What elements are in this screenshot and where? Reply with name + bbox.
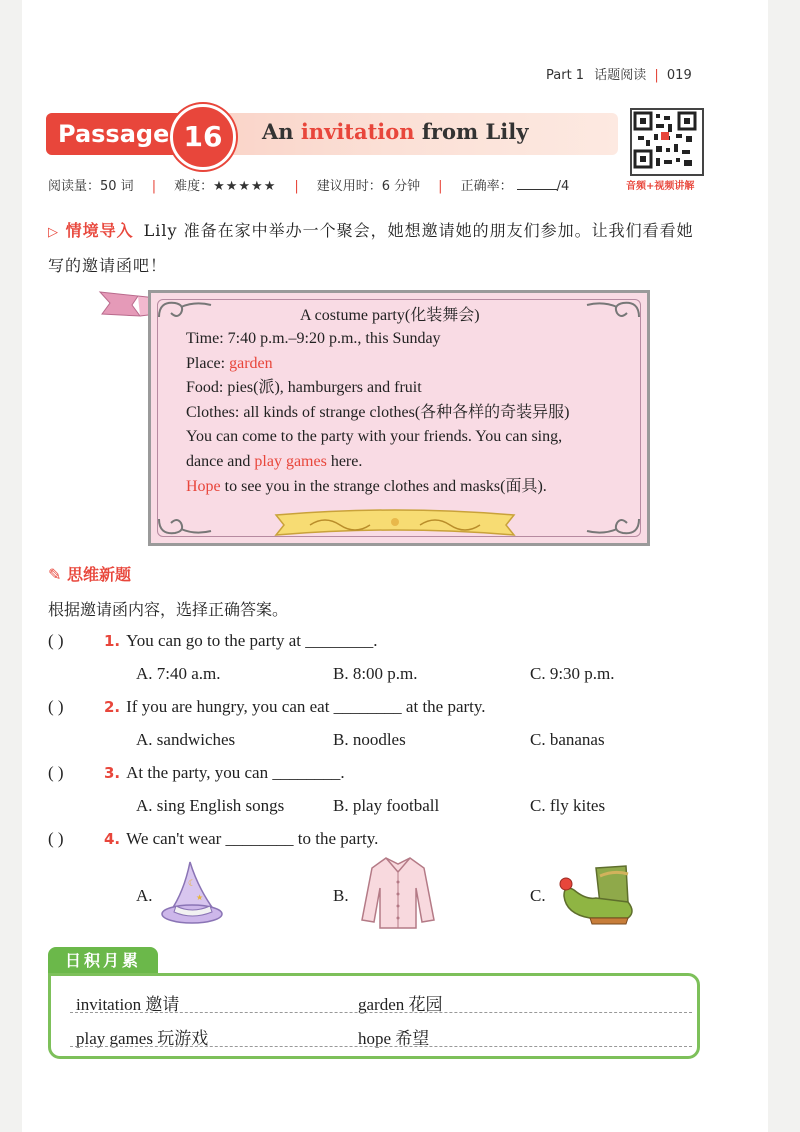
intro-text: Lily 准备在家中举办一个聚会，她想邀请她的朋友们参加。让我们看看她写的邀请函吧！ — [48, 221, 694, 275]
elf-shoe-icon — [556, 862, 640, 928]
scroll-ornament-icon — [155, 297, 215, 327]
svg-text:☾: ☾ — [188, 879, 197, 889]
invitation-line: You can come to the party with your friends. You can sing, — [186, 428, 563, 446]
option-a: A. — [136, 886, 153, 905]
word-count: 阅读量：50 词 — [48, 179, 134, 194]
option-c: C. fly kites — [530, 796, 606, 815]
accuracy-label: 正确率： — [460, 179, 513, 194]
option-c: C. 9:30 p.m. — [530, 664, 615, 683]
option-a: A. sing English songs — [136, 796, 285, 815]
scroll-ornament-icon — [583, 297, 643, 327]
dashed-divider — [70, 1012, 692, 1013]
invitation-time: Time: 7:40 p.m.–9:20 p.m., this Sunday — [186, 330, 441, 347]
blouse-icon — [358, 854, 438, 932]
passage-number: 16 — [170, 104, 236, 170]
vocab-item: hope 希望 — [358, 1029, 430, 1048]
accumulate-heading: 日积月累 — [48, 947, 158, 975]
question-3: ( ) 3. At the party, you can ________. — [48, 763, 345, 782]
passage-label: Passage — [46, 113, 182, 155]
option-c: C. bananas — [530, 730, 605, 749]
difficulty-label: 难度： — [174, 179, 214, 194]
invitation-body — [186, 327, 570, 499]
invitation-food: Food: pies(派), hamburgers and fruit — [186, 379, 422, 397]
page-number: 019 — [666, 68, 692, 83]
section-label: 话题阅读 — [594, 68, 647, 83]
stats-row: 阅读量：50 词 | 难度：★★★★★ | 建议用时：6 分钟 | 正确率： /4 — [48, 179, 570, 194]
option-b: B. noodles — [333, 730, 406, 749]
divider: | — [654, 68, 659, 83]
vocab-item: play games 玩游戏 — [76, 1029, 209, 1048]
answer-blank[interactable]: ( ) — [48, 631, 64, 650]
question-2: ( ) 2. If you are hungry, you can eat ________ at the party. — [48, 697, 486, 716]
question-instruction: 根据邀请函内容，选择正确答案。 — [48, 600, 289, 619]
part-label: Part 1 — [546, 68, 585, 83]
dashed-divider — [70, 1046, 692, 1047]
accuracy-total: /4 — [556, 179, 570, 194]
question-4: ( ) 4. We can't wear ________ to the party. — [48, 829, 379, 848]
passage-title: An invitation from Lily — [262, 119, 529, 144]
play-triangle-icon: ▷ — [48, 225, 59, 240]
answer-blank[interactable]: ( ) — [48, 829, 64, 848]
answer-blank[interactable]: ( ) — [48, 697, 64, 716]
accuracy-blank[interactable] — [517, 177, 557, 190]
answer-blank[interactable]: ( ) — [48, 763, 64, 782]
banner-ribbon-icon — [270, 507, 520, 541]
vocab-item: invitation 邀请 — [76, 995, 180, 1014]
thinking-heading: ✎ 思维新题 — [48, 565, 131, 584]
running-head — [546, 64, 692, 83]
invitation-clothes: Clothes: all kinds of strange clothes(各种各样的奇装异服) — [186, 403, 570, 421]
intro-heading: ▷ 情境导入 — [48, 221, 134, 240]
wizard-hat-icon — [158, 858, 228, 930]
scroll-ornament-icon — [583, 509, 643, 539]
option-b: B. — [333, 886, 349, 905]
option-b: B. play football — [333, 796, 440, 815]
option-b: B. 8:00 p.m. — [333, 664, 418, 683]
suggested-time: 建议用时：6 分钟 — [316, 179, 421, 194]
option-a: A. sandwiches — [136, 730, 236, 749]
difficulty-stars: ★★★★★ — [213, 179, 277, 194]
invitation-line: Hope to see you in the strange clothes and masks(面具). — [186, 477, 547, 495]
invitation-place: Place: garden — [186, 354, 273, 372]
scroll-ornament-icon — [155, 509, 215, 539]
qr-code[interactable] — [630, 108, 704, 176]
question-1: ( ) 1. You can go to the party at ________. — [48, 631, 378, 650]
option-a: A. 7:40 a.m. — [136, 664, 221, 683]
qr-caption: 音频+视频讲解 — [626, 181, 695, 192]
vocab-item: garden 花园 — [358, 995, 443, 1014]
pencil-icon: ✎ — [48, 565, 62, 584]
invitation-title: A costume party(化装舞会) — [300, 307, 480, 324]
option-c: C. — [530, 886, 546, 905]
svg-text:★: ★ — [196, 893, 204, 902]
intro-paragraph — [48, 214, 708, 282]
qr-code-icon — [632, 110, 698, 170]
invitation-line: dance and play games here. — [186, 452, 363, 470]
